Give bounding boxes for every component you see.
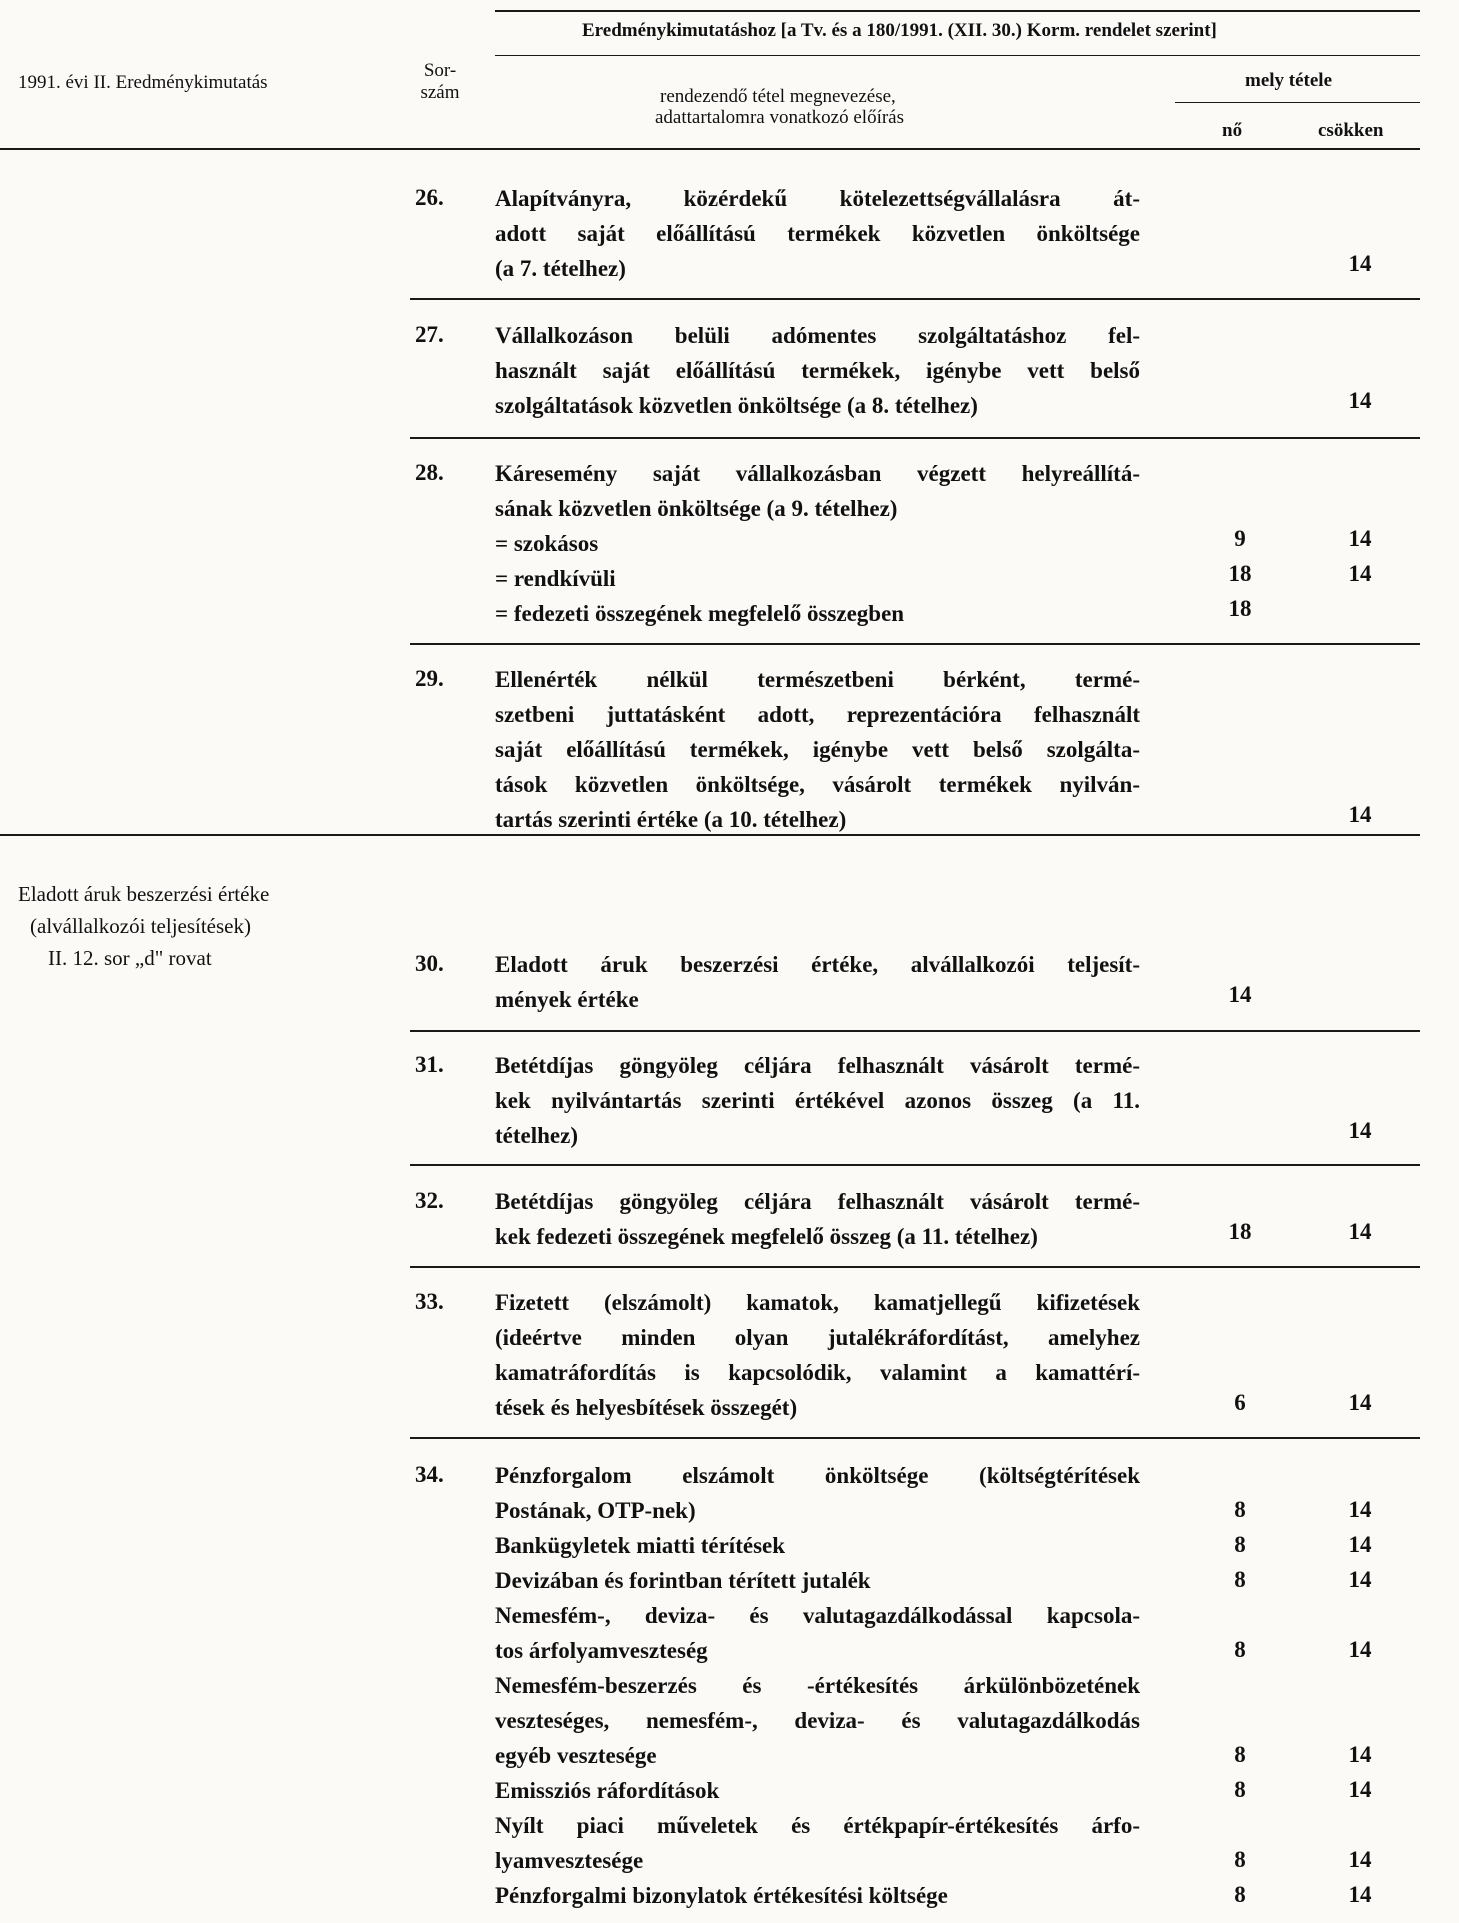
row-28-szokasos-no: 9 — [1234, 526, 1246, 551]
row-30-no: 14 — [1228, 982, 1252, 1007]
row-26-number: 26. — [415, 185, 444, 210]
row-26-text: Alapítványra, közérdekű kötelezettségvállalásra át- adott saját előállítású termékek közvetlen önköltsége (a 7. tételhez) — [495, 186, 1140, 281]
row-28-number: 28. — [415, 460, 444, 485]
row-26-csokken: 14 — [1348, 251, 1372, 276]
row-28-sub-szokasos: = szokásos — [495, 531, 599, 556]
row-28-sub-rendkivuli: = rendkívüli — [495, 566, 616, 591]
left-group-line2: (alvállalkozói teljesítések) — [30, 914, 251, 938]
row-33-text: Fizetett (elszámolt) kamatok, kamatjellegű kifizetések (ideértve minden olyan jutalékráfordítást, amelyhez kamatráfordítás is kapcsolódik, valamint a kamattérí- tések és helyesbítések összegét) — [495, 1290, 1140, 1420]
row-33-no: 6 — [1234, 1390, 1246, 1415]
row-29-csokken: 14 — [1348, 802, 1372, 827]
header-title: Eredménykimutatáshoz [a Tv. és a 180/1991. (XII. 30.) Korm. rendelet szerint] — [582, 20, 1217, 41]
row-34-v4-no: 8 — [1234, 1637, 1246, 1662]
row-34-v3-csokken: 14 — [1348, 1567, 1372, 1592]
row-32-rule — [410, 1266, 1420, 1268]
row-28-text: Káresemény saját vállalkozásban végzett helyreállítá- sának közvetlen önköltsége (a 9. tételhez) = szokásos = rendkívüli = fedezeti összegének megfelelő összegben — [495, 456, 1140, 631]
header-top-rule — [495, 10, 1420, 12]
header-mely-tetele: mely tétele — [1245, 70, 1333, 91]
row-33-csokken: 14 — [1348, 1390, 1372, 1415]
row-30-rule — [410, 1030, 1420, 1032]
row-26-rule — [410, 298, 1420, 300]
row-34-v1-no: 8 — [1234, 1497, 1246, 1522]
row-34-v3-no: 8 — [1234, 1567, 1246, 1592]
row-27-csokken: 14 — [1348, 388, 1372, 413]
left-group-line3: II. 12. sor „d" rovat — [48, 946, 212, 970]
row-28-rendkivuli-no: 18 — [1228, 561, 1252, 586]
row-34-v5-no: 8 — [1234, 1742, 1246, 1767]
row-30-text: Eladott áruk beszerzési értéke, alvállalkozói teljesít- mények értéke — [495, 952, 1140, 1012]
row-28-fedezeti-no: 18 — [1228, 596, 1252, 621]
row-34-v5-csokken: 14 — [1348, 1742, 1372, 1767]
row-29-number: 29. — [415, 666, 444, 691]
row-32-csokken: 14 — [1348, 1219, 1372, 1244]
row-27-number: 27. — [415, 322, 444, 347]
row-31-text: Betétdíjas göngyöleg céljára felhasznált vásárolt termé- kek nyilvántartás szerinti értékével azonos összeg (a 11. tételhez) — [495, 1053, 1140, 1148]
row-29-text: Ellenérték nélkül természetbeni bérként, termé- szetbeni juttatásként adott, reprezentációra felhasznált saját előállítású termékek, igénybe vett belső szolgálta- tások közvetlen önköltsége, vásárolt termékek nyilván- tartás szerinti értéke (a 10. tételhez) — [495, 667, 1140, 832]
row-34-v7-no: 8 — [1234, 1847, 1246, 1872]
row-34-v8-no: 8 — [1234, 1882, 1246, 1907]
row-31-csokken: 14 — [1348, 1118, 1372, 1143]
row-34-v8-csokken: 14 — [1348, 1882, 1372, 1907]
row-31-number: 31. — [415, 1052, 444, 1077]
row-34-v1-csokken: 14 — [1348, 1497, 1372, 1522]
row-32-no: 18 — [1228, 1219, 1252, 1244]
row-34-v6-csokken: 14 — [1348, 1777, 1372, 1802]
header-left-label: 1991. évi II. Eredménykimutatás — [18, 72, 268, 93]
row-30-number: 30. — [415, 951, 444, 976]
header-csokken: csökken — [1318, 120, 1384, 141]
row-28-rendkivuli-csokken: 14 — [1348, 561, 1372, 586]
row-33-rule — [410, 1437, 1420, 1439]
row-27-rule — [410, 437, 1420, 439]
header-sorszam: Sor- szám — [420, 60, 460, 103]
row-34-text: Pénzforgalom elszámolt önköltsége (költségtérítések Postának, OTP-nek) Bankügyletek miatti térítések Devizában és forintban térített jutalék Nemesfém-, deviza- és valutagazdálkodással kapcsola- tos árfolyamveszteség Nemesfém-beszerzés és -értékesítés árkülönbözetének veszteséges, nemesfém-, deviza- és valutagazdálkodás egyéb vesztesége Emissziós ráfordítások Nyílt piaci műveletek és értékpapír-értékesítés árfo- lyamvesztesége Pénzforgalmi bizonylatok értékesítési költsége — [495, 1463, 1140, 1908]
row-28-szokasos-csokken: 14 — [1348, 526, 1372, 551]
row-32-text: Betétdíjas göngyöleg céljára felhasznált vásárolt termé- kek fedezeti összegének megfelelő összeg (a 11. tételhez) — [495, 1189, 1140, 1249]
header-sub-rule — [495, 55, 1420, 56]
row-29-rule — [0, 834, 1420, 836]
row-34-v4-csokken: 14 — [1348, 1637, 1372, 1662]
row-34-v2-csokken: 14 — [1348, 1532, 1372, 1557]
header-col-desc-1: rendezendő tétel megnevezése, — [660, 86, 896, 107]
left-group-line1: Eladott áruk beszerzési értéke — [18, 882, 270, 906]
row-34-number: 34. — [415, 1462, 444, 1487]
row-27-text: Vállalkozáson belüli adómentes szolgáltatáshoz fel- használt saját előállítású termékek, igénybe vett belső szolgáltatások közvetlen önköltsége (a 8. tételhez) — [495, 323, 1140, 418]
row-31-rule — [410, 1164, 1420, 1166]
header-bottom-rule — [0, 148, 1420, 150]
row-33-number: 33. — [415, 1289, 444, 1314]
row-32-number: 32. — [415, 1188, 444, 1213]
header-col-desc-2: adattartalomra vonatkozó előírás — [655, 107, 905, 128]
row-34-v2-no: 8 — [1234, 1532, 1246, 1557]
row-28-rule — [410, 643, 1420, 645]
row-34-v6-no: 8 — [1234, 1777, 1246, 1802]
header-mely-rule — [1175, 102, 1420, 103]
row-28-sub-fedezeti: = fedezeti összegének megfelelő összegben — [495, 601, 905, 626]
header-no: nő — [1222, 120, 1243, 141]
row-34-v7-csokken: 14 — [1348, 1847, 1372, 1872]
